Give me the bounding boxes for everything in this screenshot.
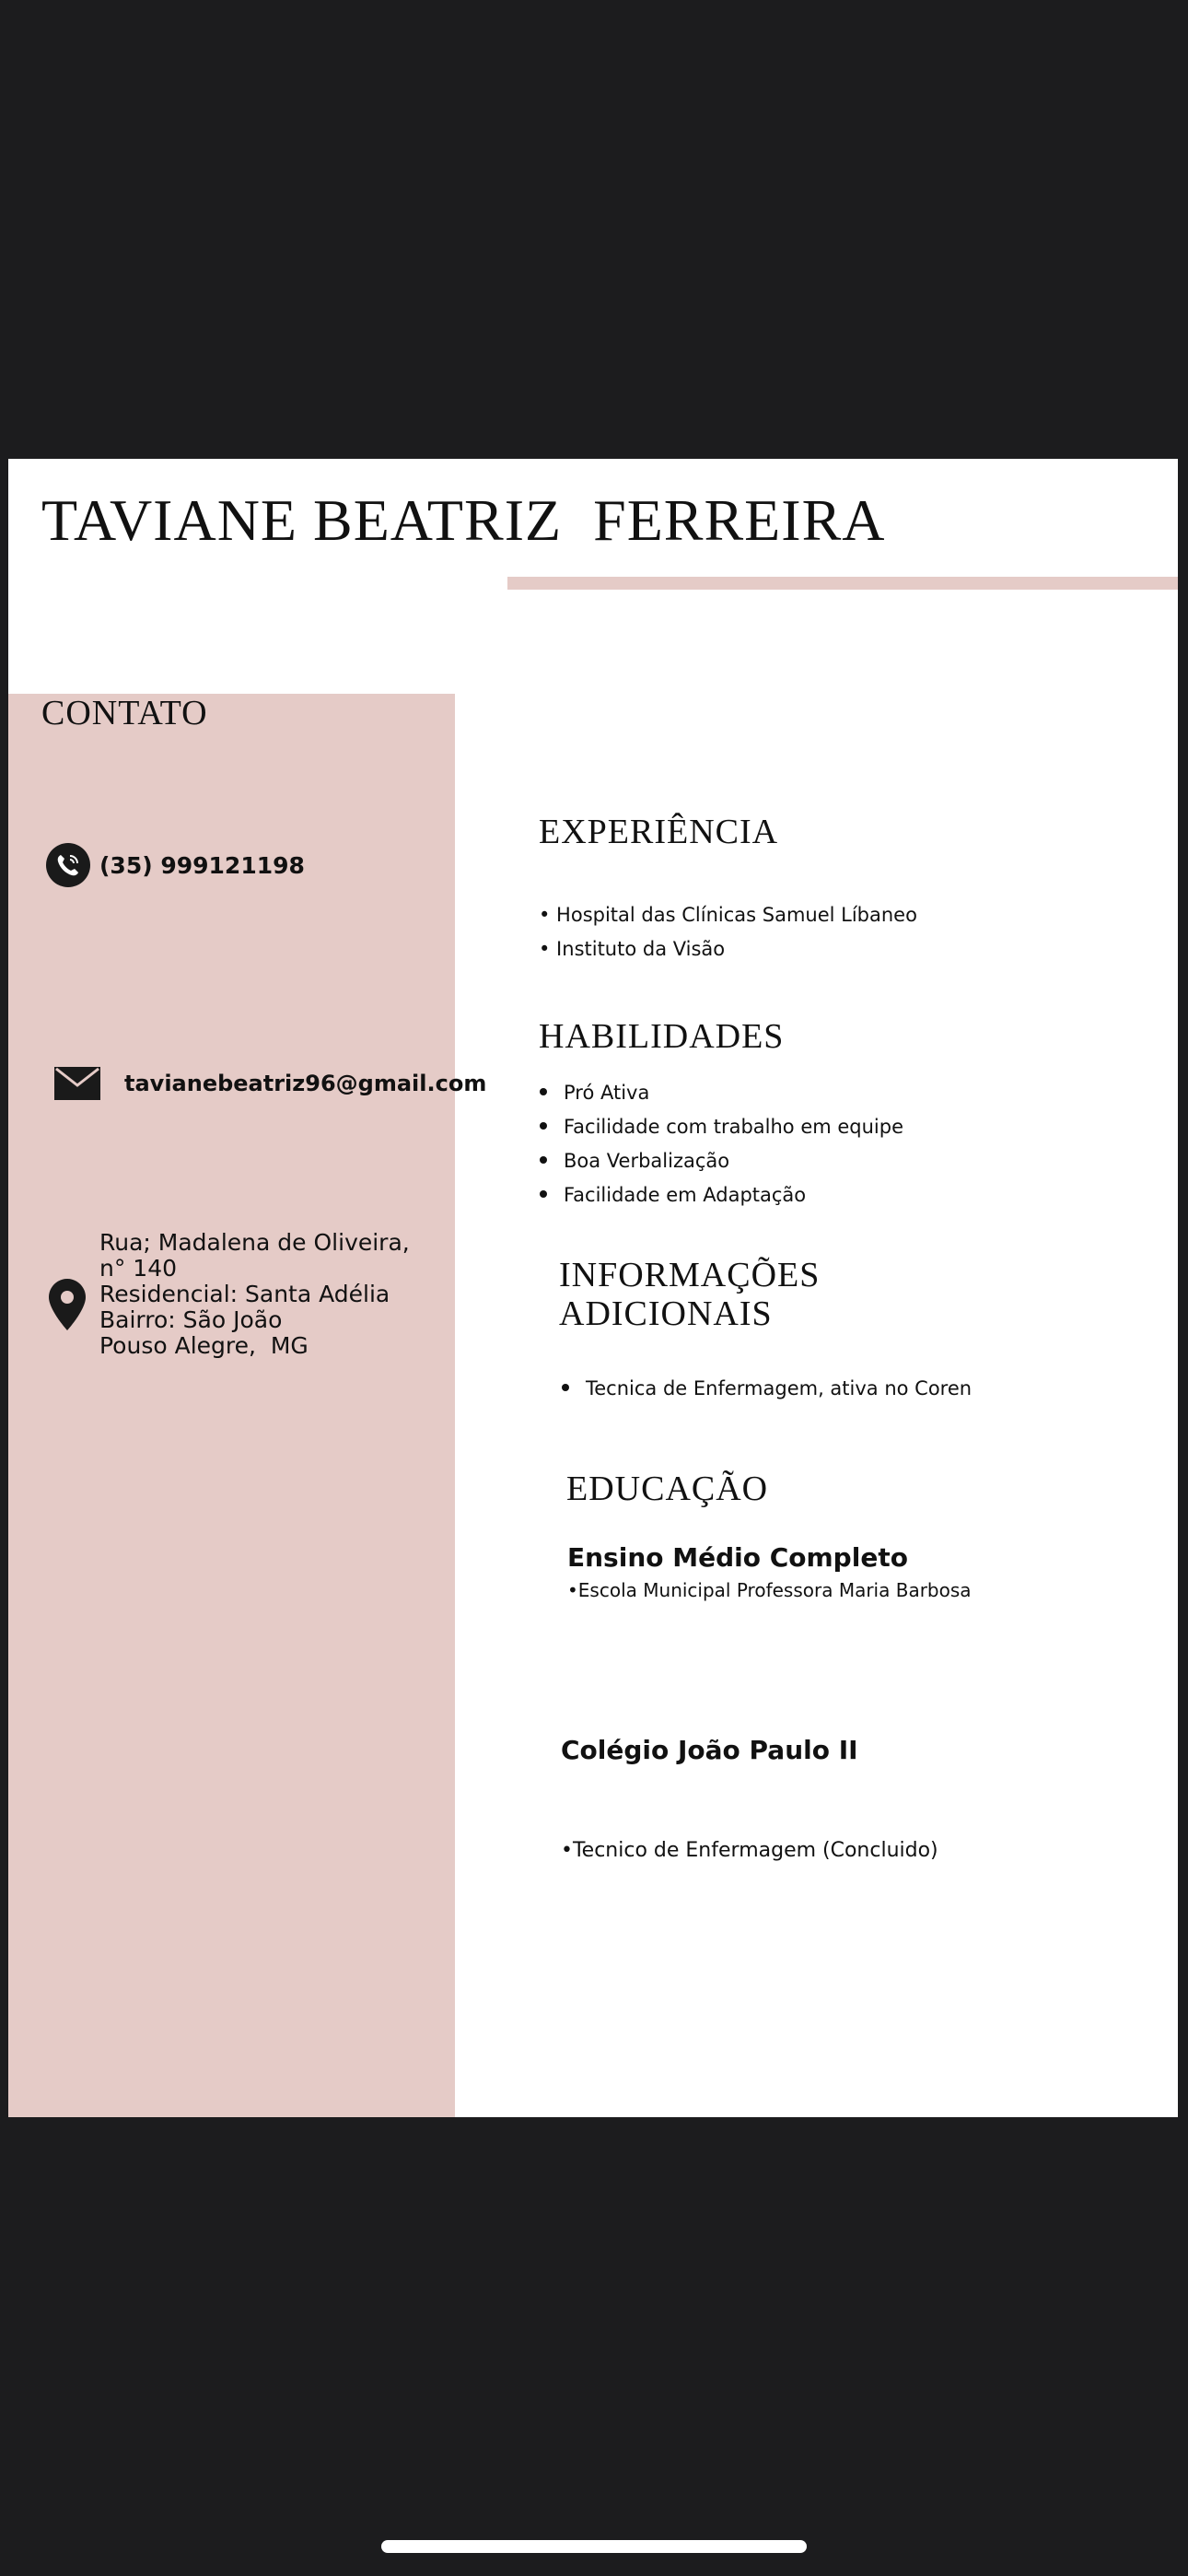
contact-sidebar	[8, 694, 455, 2117]
experience-list	[539, 898, 917, 966]
list-item: • Hospital das Clínicas Samuel Líbaneo	[539, 904, 917, 926]
resume-page	[8, 459, 1178, 2117]
education-entry-detail: •Tecnico de Enfermagem (Concluido)	[561, 1839, 938, 1862]
list-item: • Instituto da Visão	[539, 938, 726, 960]
education-heading: EDUCAÇÃO	[566, 1469, 769, 1508]
email-icon	[54, 1067, 100, 1100]
list-item: Pró Ativa	[540, 1076, 903, 1110]
list-item: Facilidade com trabalho em equipe	[540, 1110, 903, 1144]
contact-heading: CONTATO	[41, 694, 208, 732]
additional-info-heading: INFORMAÇÕES ADICIONAIS	[559, 1256, 821, 1333]
list-item: Boa Verbalização	[540, 1144, 903, 1178]
postal-address: Rua; Madalena de Oliveira, n° 140 Residencial: Santa Adélia Bairro: São João Pouso Alegre, MG	[99, 1229, 410, 1359]
home-indicator[interactable]	[381, 2540, 807, 2553]
list-item: Tecnica de Enfermagem, ativa no Coren	[562, 1372, 972, 1406]
skills-heading: HABILIDADES	[539, 1017, 785, 1056]
education-entry-detail: •Escola Municipal Professora Maria Barbosa	[567, 1579, 972, 1601]
candidate-name: TAVIANE BEATRIZ FERREIRA	[41, 487, 886, 553]
education-entry-title: Colégio João Paulo II	[561, 1735, 858, 1765]
additional-info-list	[562, 1372, 972, 1406]
experience-heading: EXPERIÊNCIA	[539, 813, 779, 851]
phone-number: (35) 999121198	[99, 852, 305, 879]
phone-icon	[45, 842, 91, 888]
accent-bar	[507, 577, 1178, 590]
location-pin-icon	[49, 1279, 86, 1330]
email-address: tavianebeatriz96@gmail.com	[124, 1071, 487, 1096]
education-entry-title: Ensino Médio Completo	[567, 1542, 908, 1573]
skills-list	[540, 1076, 903, 1212]
list-item: Facilidade em Adaptação	[540, 1178, 903, 1212]
